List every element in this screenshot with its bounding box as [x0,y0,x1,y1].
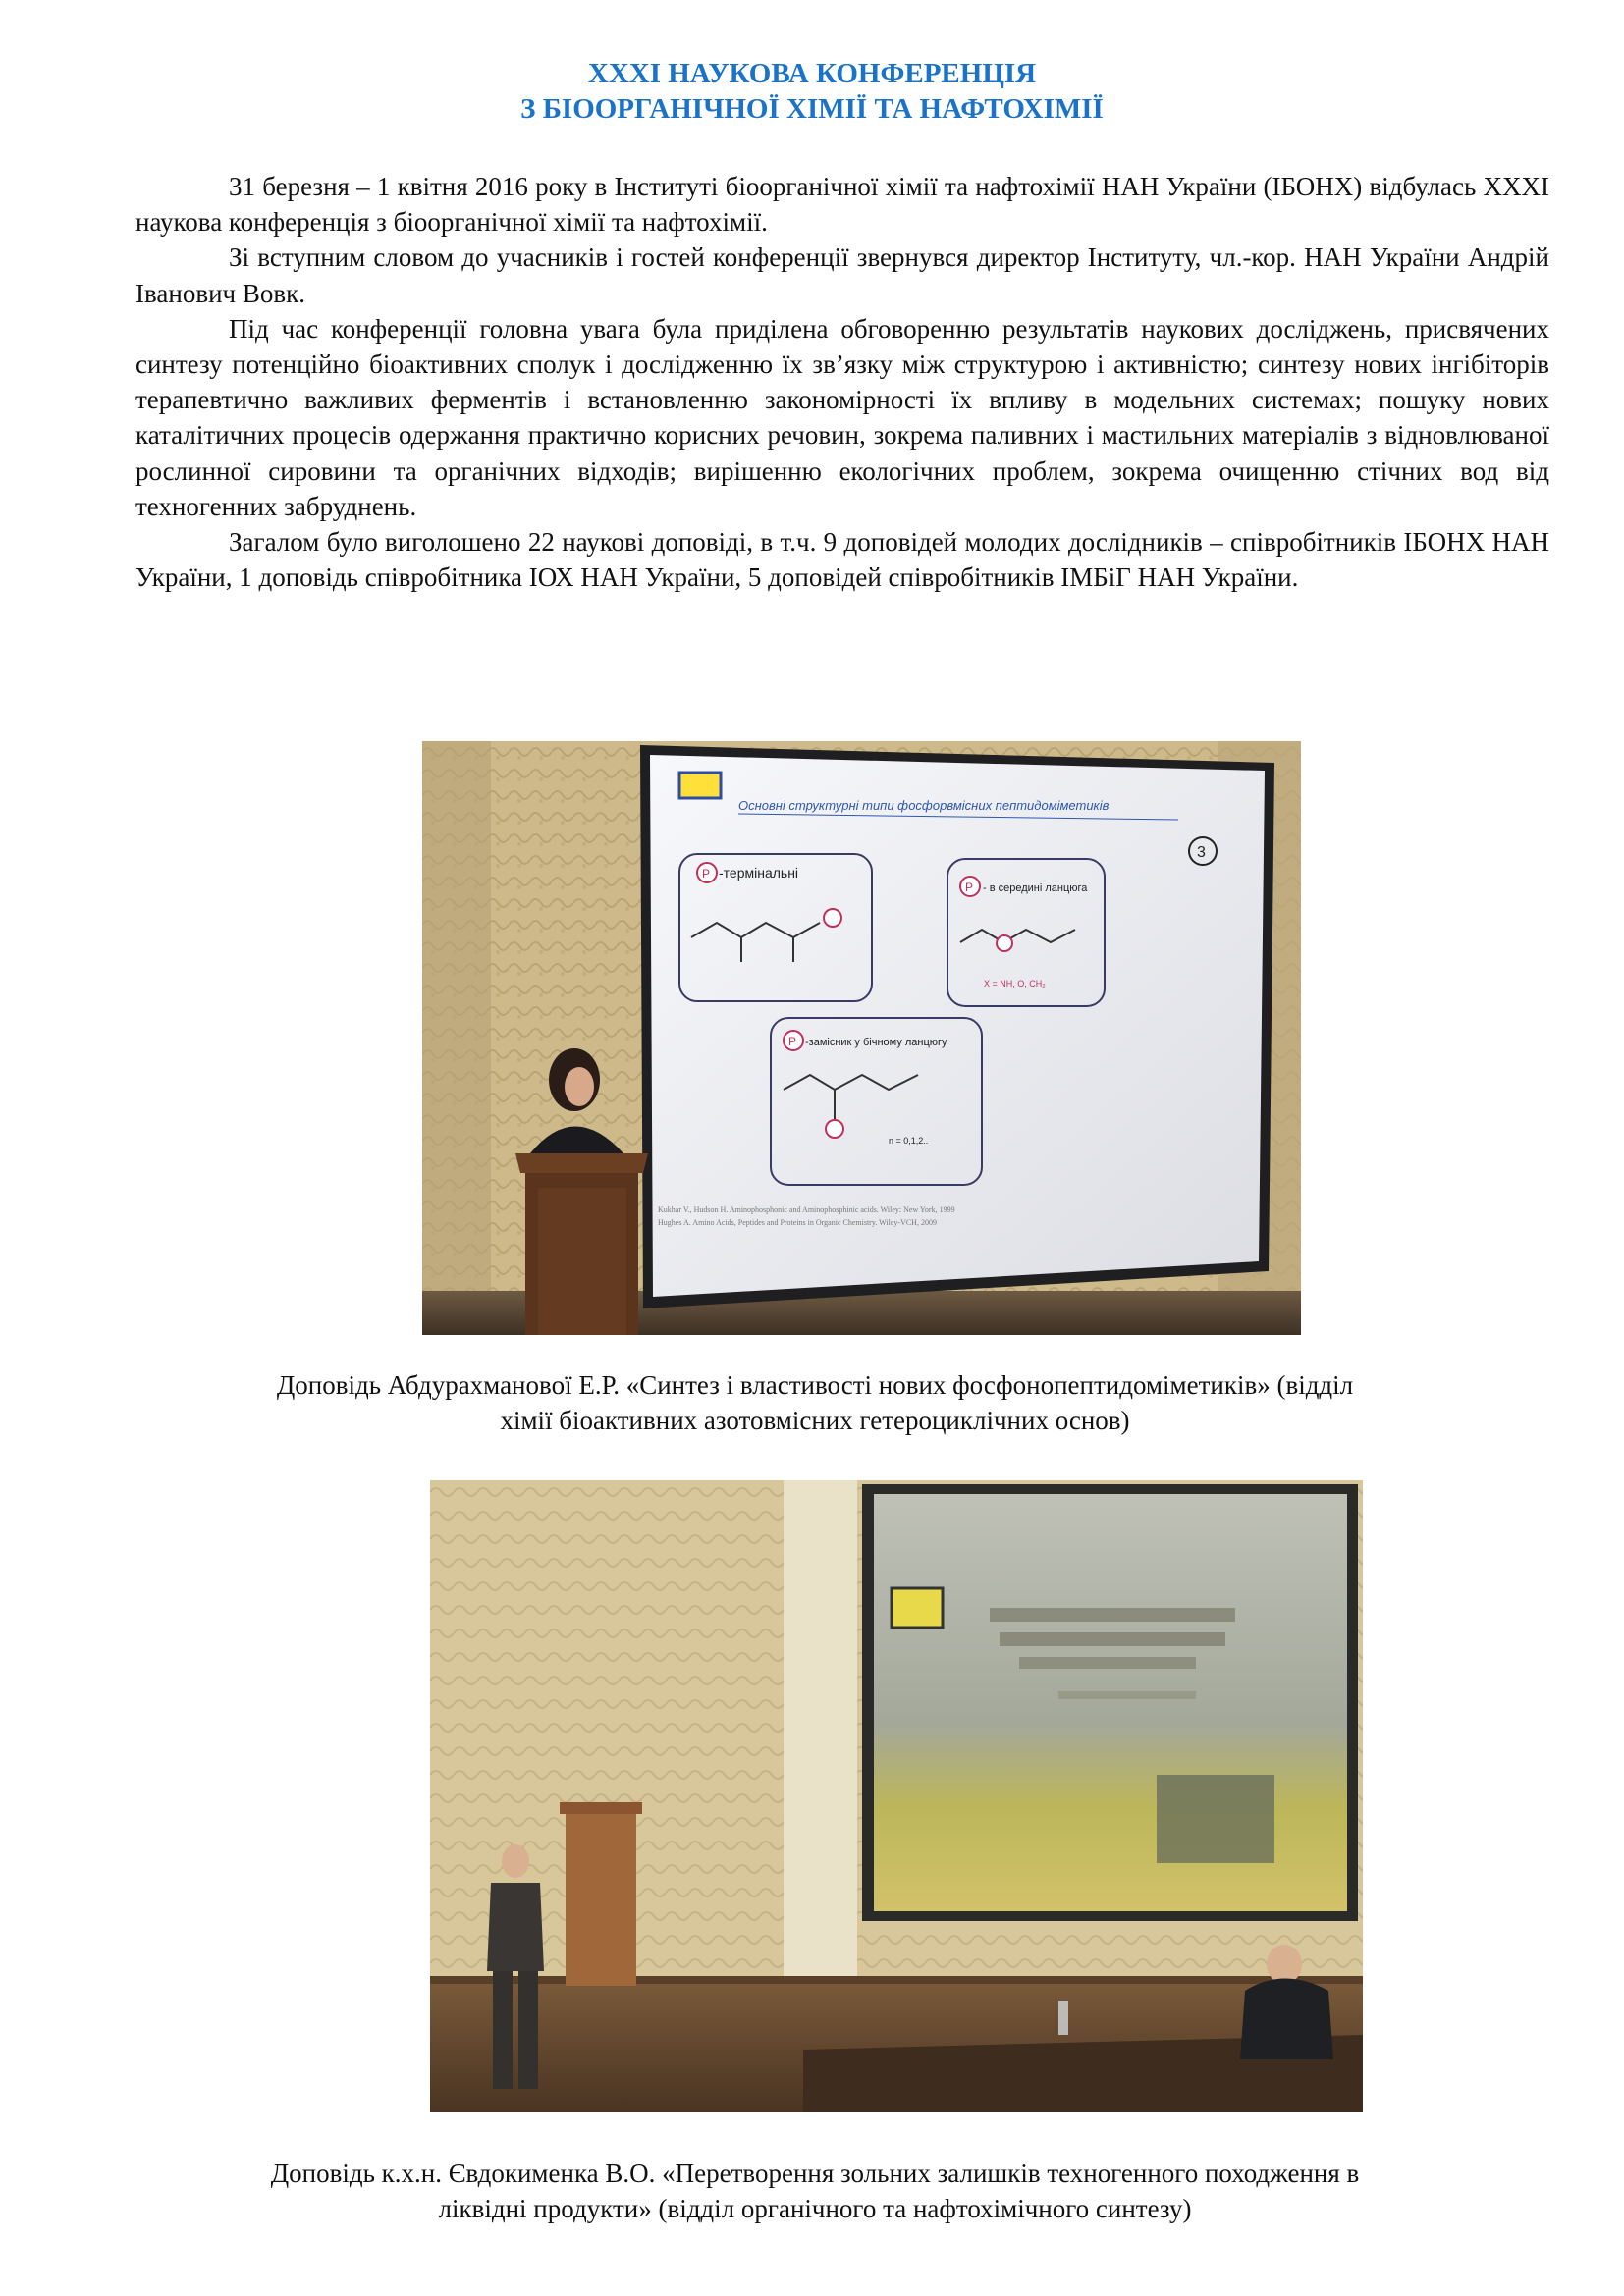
box3-note: n = 0,1,2.. [889,1136,929,1146]
slide-ref-2: Hughes A. Amino Acids, Peptides and Proteins in Organic Chemistry. Wiley-VCH, 2009 [658,1218,937,1227]
box1-label: -термінальні [719,865,799,881]
article-body [135,169,1549,595]
page-title-line2: З БІООРГАНІЧНОЇ ХІМІЇ ТА НАФТОХІМІЇ [520,93,1104,125]
photo-2-scene [430,1480,1363,2112]
conference-photo-1 [422,741,1301,1335]
slide-number: 3 [1197,844,1206,861]
caption-1-line-2: хімії біоактивних азотовмісних гетероциклічних основ) [500,1406,1130,1435]
slide-ref-1: Kukhar V., Hudson H. Aminophosphonic and Aminophosphinic acids. Wiley: New York, 1999 [658,1205,955,1214]
caption-2-line-2: ліквідні продукти» (відділ органічного та нафтохімічного синтезу) [438,2194,1192,2223]
caption-1-line-1: Доповідь Абдурахманової Е.Р. «Синтез і властивості нових фосфонопептидоміметиків» (відділ [276,1370,1354,1400]
p-symbol-1: P [702,867,711,881]
paragraph-1: 31 березня – 1 квітня 2016 року в Інституті біоорганічної хімії та нафтохімії НАН України (ІБОНХ) відбулась XXXI наукова конференція з біоорганічної хімії та нафтохімії. [135,172,1549,238]
p-symbol-3: P [788,1035,797,1048]
caption-photo-2 [137,2156,1492,2226]
box3-label: -замісник у бічному ланцюгу [805,1037,947,1048]
paragraph-2: Зі вступним словом до учасників і гостей конференції звернувся директор Інституту, чл.-кор. НАН України Андрій Іванович Вовк. [135,242,1549,308]
box2-note: X = NH, O, CH₂ [984,979,1046,988]
box2-label: - в середині ланцюга [983,882,1088,894]
slide-heading: Основні структурні типи фосфорвмісних пептидоміметиків [738,798,1110,813]
paragraph-4: Загалом було виголошено 22 наукові доповіді, в т.ч. 9 доповідей молодих дослідників – співробітників ІБОНХ НАН України, 1 доповідь співробітника ІОХ НАН України, 5 доповідей співробітників ІМБіГ НАН України. [135,527,1549,593]
caption-2-line-1: Доповідь к.х.н. Євдокименка В.О. «Перетворення зольних залишків техногенного походження в [270,2159,1360,2188]
conference-photo-2 [430,1480,1363,2112]
caption-photo-1 [137,1367,1492,1438]
paragraph-3: Під час конференції головна увага була приділена обговоренню результатів наукових досліджень, присвячених синтезу потенційно біоактивних сполук і дослідженню їх зв’язку між структурою і активністю; синтезу нових інгібіторів терапевтично важливих ферментів і встановленню закономірності їх впливу в модельних системах; пошуку нових каталітичних процесів одержання практично корисних речовин, зокрема паливних і мастильних матеріалів з відновлюваної рослинної сировини та органічних відходів; вирішенню екологічних проблем, зокрема очищенню стічних вод від техногенних забруднень. [135,313,1549,521]
p-symbol-2: P [965,881,974,894]
photo-1-scene [422,741,1301,1335]
page-title-line1: XXXI НАУКОВА КОНФЕРЕНЦІЯ [587,58,1037,89]
